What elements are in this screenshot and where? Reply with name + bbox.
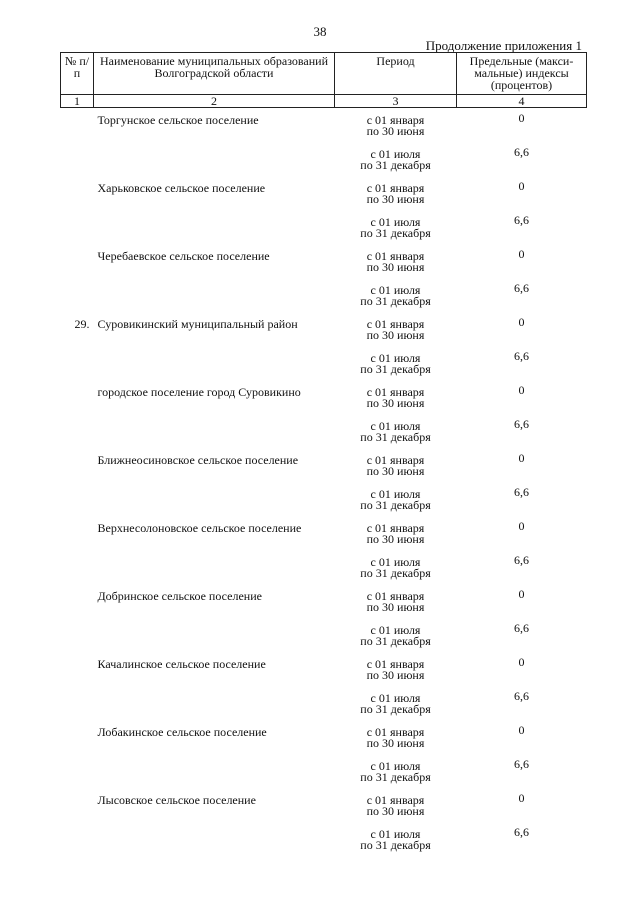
period-end: по 31 декабря xyxy=(360,701,431,716)
period-cell xyxy=(335,516,457,550)
header-num: № п/п xyxy=(61,53,94,95)
max-index-value: 0 xyxy=(518,111,525,125)
table-row xyxy=(61,176,587,210)
period-cell xyxy=(335,244,457,278)
period-start: с 01 июля xyxy=(370,690,421,705)
period-start: с 01 июля xyxy=(370,554,421,569)
period-end: по 31 декабря xyxy=(360,361,431,376)
period-end: по 30 июня xyxy=(366,259,425,274)
period-cell xyxy=(335,278,457,312)
period-cell xyxy=(335,312,457,346)
header-row xyxy=(61,53,587,95)
period-cell xyxy=(335,346,457,380)
municipality-name: Суровикинский муниципальный район xyxy=(97,316,298,331)
period-start: с 01 января xyxy=(366,724,425,739)
max-index-value: 0 xyxy=(518,790,525,805)
municipality-name: Харьковское сельское поселение xyxy=(97,180,266,195)
row-number xyxy=(61,142,94,176)
municipality-name: Верхнесолоновское сельское поселение xyxy=(97,520,302,535)
period-end: по 31 декабря xyxy=(360,565,431,580)
municipality-name: Добринское сельское поселение xyxy=(97,588,262,603)
row-number xyxy=(61,210,94,244)
period-cell xyxy=(335,788,457,822)
column-number-4: 4 xyxy=(457,95,587,108)
max-index-value: 6,6 xyxy=(514,144,529,159)
period-cell xyxy=(335,720,457,754)
table-row xyxy=(61,278,587,312)
municipality-name: Ближнеосиновское сельское поселение xyxy=(97,452,299,467)
period-start: с 01 января xyxy=(366,384,425,399)
period-start: с 01 июля xyxy=(370,418,421,433)
municipality-name xyxy=(94,346,335,380)
row-number xyxy=(61,618,94,652)
column-number-1: 1 xyxy=(61,95,94,108)
column-number-3: 3 xyxy=(335,95,457,108)
period-end: по 31 декабря xyxy=(360,225,431,240)
table-row xyxy=(61,516,587,550)
max-index-value: 0 xyxy=(518,450,525,465)
municipality-name xyxy=(94,822,335,856)
table-row xyxy=(61,788,587,822)
period-cell xyxy=(335,754,457,788)
table-row xyxy=(61,244,587,278)
max-index-value: 0 xyxy=(518,518,525,533)
table-row xyxy=(61,720,587,754)
period-end: по 31 декабря xyxy=(360,497,431,512)
row-number xyxy=(61,448,94,482)
table-row xyxy=(61,822,587,856)
period-start: с 01 января xyxy=(366,180,425,195)
max-index-value: 6,6 xyxy=(514,688,529,703)
period-cell xyxy=(335,108,457,142)
max-index-value: 6,6 xyxy=(514,280,529,295)
max-index-value: 0 xyxy=(518,722,525,737)
table-row xyxy=(61,652,587,686)
table-row xyxy=(61,414,587,448)
max-index-value: 0 xyxy=(518,586,525,601)
period-end: по 31 декабря xyxy=(360,769,431,784)
table-row xyxy=(61,380,587,414)
period-cell xyxy=(335,652,457,686)
max-index-value: 6,6 xyxy=(514,552,529,567)
table-row xyxy=(61,142,587,176)
column-numbering-row xyxy=(61,95,587,108)
row-number xyxy=(61,788,94,822)
period-end: по 31 декабря xyxy=(360,429,431,444)
period-end: по 31 декабря xyxy=(360,633,431,648)
period-start: с 01 января xyxy=(366,113,425,127)
period-end: по 30 июня xyxy=(366,327,425,342)
table-body xyxy=(61,108,587,856)
period-cell xyxy=(335,414,457,448)
table-row xyxy=(61,550,587,584)
municipality-name xyxy=(94,278,335,312)
municipality-name: Лысовское сельское поселение xyxy=(97,792,256,807)
header-name: Наименование муниципальных образований Волгоградской области xyxy=(94,53,335,95)
period-end: по 30 июня xyxy=(366,124,425,138)
max-index-value: 6,6 xyxy=(514,756,529,771)
row-number xyxy=(61,278,94,312)
municipality-name xyxy=(94,142,335,176)
period-start: с 01 января xyxy=(366,792,425,807)
period-end: по 30 июня xyxy=(366,599,425,614)
row-number xyxy=(61,176,94,210)
municipality-name: Качалинское сельское поселение xyxy=(97,656,266,671)
row-number xyxy=(61,346,94,380)
appendix-continuation-note: Продолжение приложения 1 xyxy=(425,38,582,53)
period-start: с 01 июля xyxy=(370,758,421,773)
period-cell xyxy=(335,584,457,618)
row-number xyxy=(61,516,94,550)
row-number xyxy=(61,244,94,278)
municipality-name xyxy=(94,482,335,516)
period-start: с 01 января xyxy=(366,316,425,331)
column-number-2: 2 xyxy=(94,95,335,108)
row-number xyxy=(61,550,94,584)
period-start: с 01 июля xyxy=(370,622,421,637)
municipality-name xyxy=(94,414,335,448)
period-start: с 01 января xyxy=(366,248,425,263)
header-period: Период xyxy=(335,53,457,95)
period-cell xyxy=(335,380,457,414)
period-end: по 30 июня xyxy=(366,395,425,410)
period-start: с 01 июля xyxy=(370,214,421,229)
period-start: с 01 января xyxy=(366,656,425,671)
period-cell xyxy=(335,618,457,652)
max-index-value: 0 xyxy=(518,314,525,329)
table-row xyxy=(61,618,587,652)
table-row xyxy=(61,210,587,244)
municipality-name: Торгунское сельское поселение xyxy=(97,113,259,127)
period-cell xyxy=(335,142,457,176)
municipality-name xyxy=(94,754,335,788)
table-row xyxy=(61,754,587,788)
table-row xyxy=(61,448,587,482)
period-start: с 01 июля xyxy=(370,486,421,501)
page-number: 38 xyxy=(313,24,327,39)
municipality-name: Черебаевское сельское поселение xyxy=(97,248,270,263)
max-index-value: 0 xyxy=(518,178,525,193)
max-index-value: 6,6 xyxy=(514,824,529,839)
municipality-name: городское поселение город Суровикино xyxy=(97,384,301,399)
table-row xyxy=(61,584,587,618)
period-end: по 30 июня xyxy=(366,667,425,682)
row-number xyxy=(61,652,94,686)
max-index-value: 6,6 xyxy=(514,212,529,227)
table-row xyxy=(61,312,587,346)
period-cell xyxy=(335,176,457,210)
period-end: по 30 июня xyxy=(366,735,425,750)
row-number: 29. xyxy=(74,316,90,331)
period-start: с 01 июля xyxy=(370,826,421,841)
period-start: с 01 июля xyxy=(370,350,421,365)
max-index-value: 0 xyxy=(518,654,525,669)
row-number xyxy=(61,584,94,618)
row-number xyxy=(61,482,94,516)
period-end: по 30 июня xyxy=(366,463,425,478)
municipality-name: Лобакинское сельское поселение xyxy=(97,724,267,739)
max-index-value: 0 xyxy=(518,246,525,261)
municipality-name xyxy=(94,210,335,244)
period-end: по 31 декабря xyxy=(360,157,431,172)
period-cell xyxy=(335,550,457,584)
period-cell xyxy=(335,686,457,720)
row-number xyxy=(61,686,94,720)
period-end: по 30 июня xyxy=(366,803,425,818)
table-row xyxy=(61,482,587,516)
table-row xyxy=(61,346,587,380)
max-index-value: 6,6 xyxy=(514,620,529,635)
period-start: с 01 января xyxy=(366,452,425,467)
table-row xyxy=(61,686,587,720)
period-start: с 01 января xyxy=(366,588,425,603)
period-cell xyxy=(335,448,457,482)
max-index-value: 0 xyxy=(518,382,525,397)
row-number xyxy=(61,414,94,448)
table-row xyxy=(61,108,587,142)
row-number xyxy=(61,720,94,754)
row-number xyxy=(61,380,94,414)
municipality-name xyxy=(94,686,335,720)
row-number xyxy=(61,822,94,856)
row-number xyxy=(61,754,94,788)
period-start: с 01 июля xyxy=(370,282,421,297)
period-cell xyxy=(335,482,457,516)
period-start: с 01 января xyxy=(366,520,425,535)
period-end: по 30 июня xyxy=(366,191,425,206)
header-index: Предельные (макси-мальные) индексы (процентов) xyxy=(457,53,587,95)
municipality-name xyxy=(94,550,335,584)
period-end: по 31 декабря xyxy=(360,293,431,308)
period-cell xyxy=(335,822,457,856)
municipality-name xyxy=(94,618,335,652)
period-end: по 31 декабря xyxy=(360,837,431,852)
period-end: по 30 июня xyxy=(366,531,425,546)
index-table xyxy=(60,52,587,856)
max-index-value: 6,6 xyxy=(514,348,529,363)
max-index-value: 6,6 xyxy=(514,416,529,431)
max-index-value: 6,6 xyxy=(514,484,529,499)
period-cell xyxy=(335,210,457,244)
period-start: с 01 июля xyxy=(370,146,421,161)
row-number xyxy=(61,108,94,142)
